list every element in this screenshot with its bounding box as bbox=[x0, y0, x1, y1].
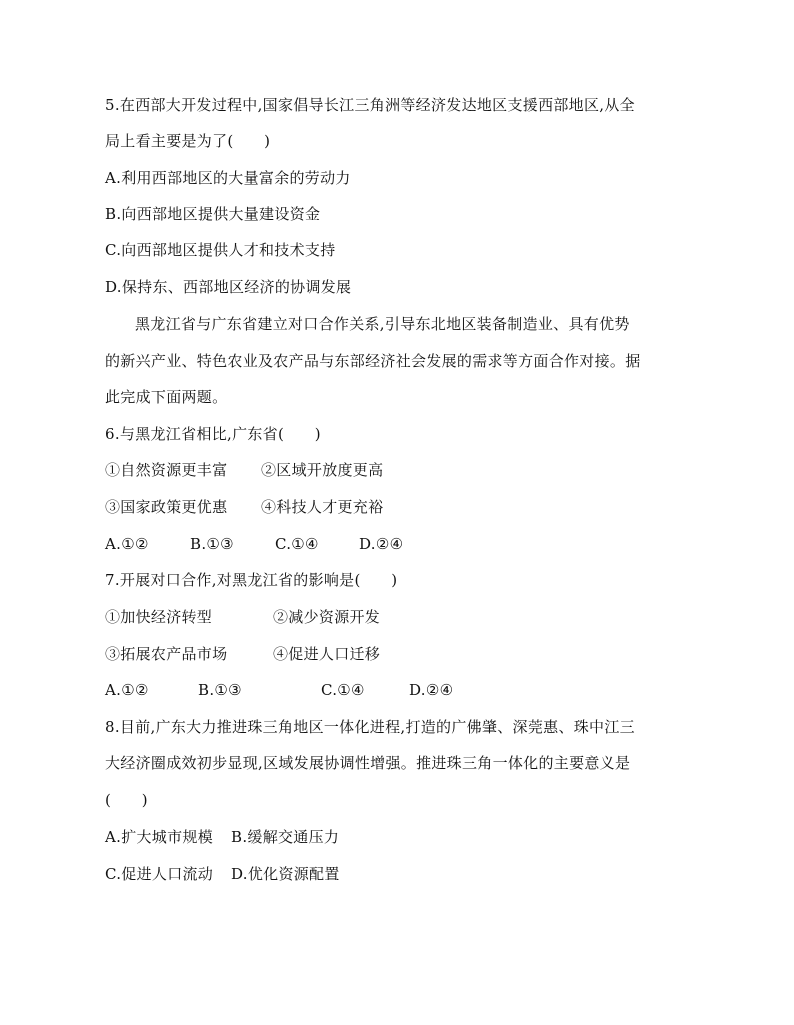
q8-option-b: B.缓解交通压力 bbox=[231, 828, 340, 846]
q7-item4: ④促进人口迁移 bbox=[273, 645, 381, 663]
q7-option-a: A.①② bbox=[105, 681, 149, 699]
q7-option-d: D.②④ bbox=[409, 681, 454, 699]
passage-line1: 黑龙江省与广东省建立对口合作关系,引导东北地区装备制造业、具有优势 bbox=[135, 315, 630, 333]
q6-option-b: B.①③ bbox=[190, 535, 234, 553]
q5-option-a: A.利用西部地区的大量富余的劳动力 bbox=[105, 169, 351, 187]
passage-line3: 此完成下面两题。 bbox=[105, 388, 228, 406]
q6-item3: ③国家政策更优惠 bbox=[105, 498, 228, 516]
q7-item1: ①加快经济转型 bbox=[105, 608, 213, 626]
q7-stem: 7.开展对口合作,对黑龙江省的影响是( ) bbox=[105, 571, 398, 589]
q6-item4: ④科技人才更充裕 bbox=[261, 498, 384, 516]
q8-options-row2 bbox=[105, 864, 340, 884]
q6-items-row2 bbox=[105, 497, 383, 517]
q6-item2: ②区域开放度更高 bbox=[261, 461, 384, 479]
q6-options bbox=[105, 534, 403, 554]
q5-option-d: D.保持东、西部地区经济的协调发展 bbox=[105, 278, 352, 296]
q7-item2: ②减少资源开发 bbox=[273, 608, 381, 626]
q8-option-a: A.扩大城市规模 bbox=[105, 828, 214, 846]
q5-stem-line1: 5.在西部大开发过程中,国家倡导长江三角洲等经济发达地区支援西部地区,从全 bbox=[105, 96, 635, 114]
q8-option-d: D.优化资源配置 bbox=[231, 865, 340, 883]
q8-options-row1 bbox=[105, 827, 339, 847]
q6-option-c: C.①④ bbox=[275, 535, 319, 553]
q5-option-c: C.向西部地区提供人才和技术支持 bbox=[105, 241, 336, 259]
passage-line2: 的新兴产业、特色农业及农产品与东部经济社会发展的需求等方面合作对接。据 bbox=[105, 352, 641, 370]
q6-option-a: A.①② bbox=[105, 535, 149, 553]
q7-option-c: C.①④ bbox=[321, 681, 365, 699]
q8-option-c: C.促进人口流动 bbox=[105, 865, 214, 883]
q7-options bbox=[105, 680, 453, 700]
q5-stem-line2: 局上看主要是为了( ) bbox=[105, 132, 271, 150]
q7-items-row2 bbox=[105, 644, 380, 664]
q8-stem-line1: 8.目前,广东大力推进珠三角地区一体化进程,打造的广佛肇、深莞惠、珠中江三 bbox=[105, 718, 635, 736]
q6-stem: 6.与黑龙江省相比,广东省( ) bbox=[105, 425, 321, 443]
q6-option-d: D.②④ bbox=[359, 535, 404, 553]
q7-option-b: B.①③ bbox=[198, 681, 242, 699]
q7-item3: ③拓展农产品市场 bbox=[105, 645, 228, 663]
q6-item1: ①自然资源更丰富 bbox=[105, 461, 228, 479]
q8-stem-line2: 大经济圈成效初步显现,区域发展协调性增强。推进珠三角一体化的主要意义是 bbox=[105, 754, 631, 772]
q8-stem-line3: ( ) bbox=[105, 791, 148, 809]
q6-items-row1 bbox=[105, 460, 383, 480]
q7-items-row1 bbox=[105, 607, 380, 627]
q5-option-b: B.向西部地区提供大量建设资金 bbox=[105, 205, 321, 223]
